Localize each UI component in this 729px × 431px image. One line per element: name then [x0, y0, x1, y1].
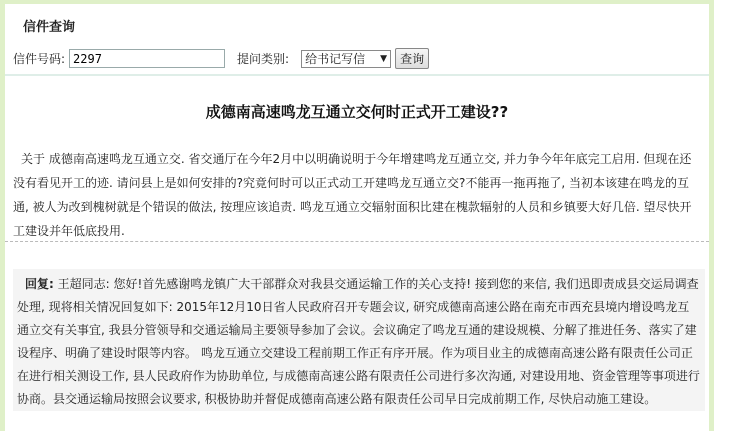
divider — [5, 74, 709, 76]
letter-number-label: 信件号码: — [13, 52, 66, 66]
reply-content — [13, 269, 705, 411]
query-button[interactable]: 查询 — [395, 48, 429, 69]
letter-title: 成德南高速鸣龙互通立交何时正式开工建设?? — [205, 103, 509, 121]
question-type-value: 给书记写信 — [305, 52, 366, 66]
letter-body: 关于 成德南高速鸣龙互通立交. 省交通厅在今年2月中以明确说明于今年增建鸣龙互通立交, 并力争今年年底完工启用. 但现在还没有看见开工的迹. 请问县上是如何安排的?究竟何时可以正式动工开建鸣龙互通立交?不能再一拖再拖了, 当初本该建在鸣龙的互通, 被人为改到槐树就是个错误的做法, 按理应该追责. 鸣龙互通立交辐射面积比建在槐款辐射的人员和乡镇要大好几倍. 望尽快开工建设并年低底投用. — [13, 152, 692, 238]
section-heading: 信件查询 — [23, 20, 76, 35]
question-type-label: 提问类别: — [237, 52, 290, 66]
reply-box — [13, 269, 705, 411]
chevron-down-icon: ▼ — [380, 53, 388, 64]
search-form — [13, 48, 429, 69]
dashed-divider — [5, 241, 709, 242]
question-type-select[interactable] — [301, 50, 391, 68]
letter-number-input[interactable] — [69, 49, 225, 68]
reply-label: 回复: — [25, 277, 54, 291]
reply-text: 王超同志: 您好!首先感谢鸣龙镇广大干部群众对我县交通运输工作的关心支持! 接到您的来信, 我们迅即责成县交运局调查处理, 现将相关情况回复如下: 2015年12月10日省人民政府召开专题会议, 研究成德南高速公路在南充市西充县境内增设鸣龙互通立交有关事宜, 我县分管领导和交通运输局主要领导参加了会议。会议确定了鸣龙互通的建设规模、分解了推进任务、落实了建设程序、明确了建设时限等内容。 鸣龙互通立交建设工程前期工作正有序开展。作为项目业主的成德南高速公路有限责任公司正在进行相关测设工作, 县人民政府作为协助单位, 与成德南高速公路有限责任公司进行多次沟通, 对建设用地、资金管理等事项进行协商。县交通运输局按照会议要求, 积极协助并督促成德南高速公路有限责任公司早日完成前期工作, 尽快启动施工建设。 — [17, 277, 700, 406]
